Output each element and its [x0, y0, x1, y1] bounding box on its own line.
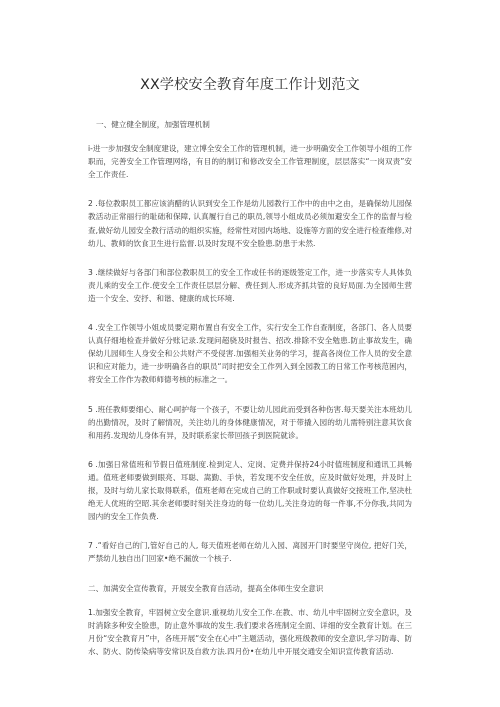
document-title: XX学校安全教育年度工作计划范文 [140, 77, 360, 93]
paragraph-6: 6 .加强日常值班和节假日值班制度.检到定人、定岗、定费并保持24小时值班制度和通讯工具畅通。值班老师要做到眼亮、耳聪、嵩勤、手快，若发现不安全任放，应及时做好处理，并及时上报，及时与幼儿家长取得联系，值班老师在完成自己的工作职或时要认真做好交接班工作,坚决杜绝无人优班的空昭.其余老师要时刻关注身边的每一位幼儿,关注身边的每一件事,不分你我,共同为园内的安全工作负费. [88, 459, 412, 522]
section-heading-1: 一、健立健全制度，加强管理机制 [96, 120, 210, 129]
document-body [88, 118, 412, 658]
paragraph-7: 7 .“看好自己的门,管好自己的人, 每天值班老师在幼儿入园、离园开门时要坚守岗位, 把好门关，严禁幼儿独自出门回家•绝不漏放一个核子. [88, 541, 412, 564]
paragraph-5: 5 .班任教师要细心、耐心呵护每一个孩子，不要让幼儿园此而受到各种伤害.每天要关注本班幼儿的出勤情况，及时了解情况，关注幼儿的身体健康情况，对于带撬入园的幼儿需特别注意其饮食和用药.发现幼儿身体有异，及时联系家长带回孩子到医院就诊。 [88, 404, 412, 440]
paragraph-3: 3 .继续做好与各部门和部位教职员工的安全工作或任书的逐级签定工作，进一步落实专人具体负责儿乘的安全工作.使安全工作责任层层分解、费任到人.形成齐抓共管的良好局面.为全园师生营造一个安全、安抒、和谐、健康的成长环境. [88, 267, 412, 303]
paragraph-4: 4 .安全工作领导小姐成员要定期布置自有安全工作，实行安全工作自查制度，各部门、各人员要认真仔细地检查并做好分账记录.发现问超骁及时报告、招改.排除不安全勉患.防止事故发生，确保幼儿园师生人身安全和公共财产不受侵害.加强相关业务的学习，提高各岗位工作人员的安全意识和应对能力，进一步明确各自的职员“司时把安全工作列入到全园教工的日常工作考核范困内，将安全工作作为教师师德考核的标准之一。 [88, 323, 412, 385]
paragraph-1: i-进一步加强安全制度建设，建立博全安全工作的管理机制，进一步明确安全工作领导小组的工作职而，完善安全工作管理网络，有目的的制订和修改安全工作管理制度，层层落实“一岗双责”安全工作责任. [88, 144, 412, 180]
paragraph-2: 2 .每位教职员工都应该消醋的认识到安全工作是幼儿园教行工作中的由中之由，是确保幼儿园保教活动正常丽行的耻础和保障, 认真履行自己的职员,领导小组成员必须加避安全工作的监督与检查,做好幼儿园安全教行活动的组织实施，经常性对园内场地、设施等方面的安全进行检查维修,对幼儿、教师的饮食卫生进行监督.以及时发现不安全脸患.防患于未然. [88, 199, 412, 248]
section-heading-2: 二、加满安全宣传教育，开展安全教育自活动，提高全体师生安全意识 [88, 584, 324, 594]
paragraph-8: 1.加强安全教育，牢固树立安全意识.重视幼儿安全工作.在教、市、幼儿中牢固树立安全意识，及时消除多种安全脸患，防止意外事故的发生.我们要求各班制定全面、详细的安全教育计划。在三月份“安全教育月”中，各班开展“安全在心中”主题活动，强化班级教师的安全意识,学习防毒、防水、防火、防传染病等安常识及自救方法.四月份•在幼儿中开展交通安全知识宣传教育活动. [88, 607, 412, 656]
